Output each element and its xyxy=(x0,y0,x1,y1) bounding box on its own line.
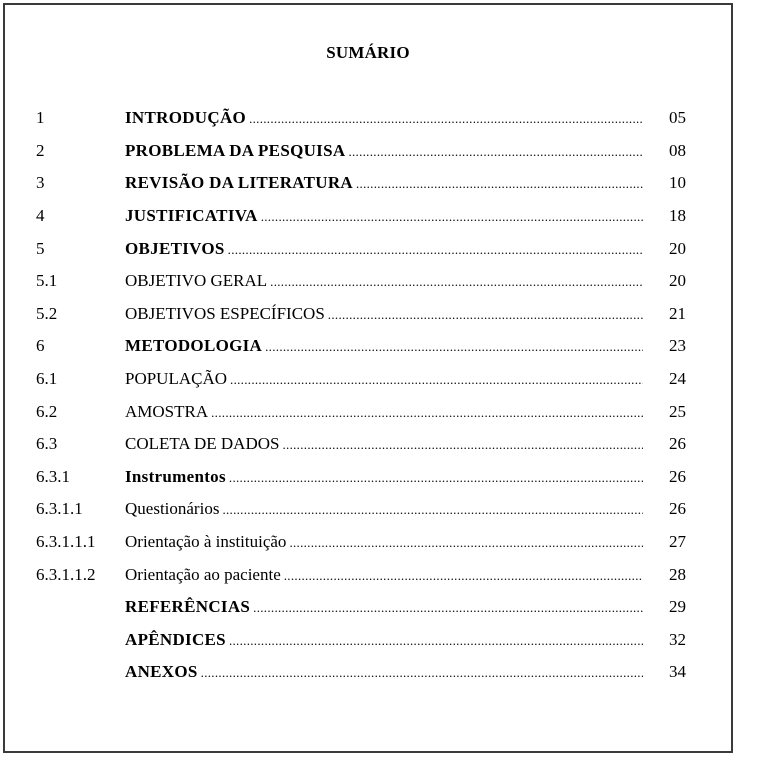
dot-leader xyxy=(289,535,643,551)
toc-entry-number: 2 xyxy=(36,140,45,160)
dot-leader xyxy=(348,144,643,160)
dot-leader xyxy=(230,372,643,388)
toc-entry xyxy=(36,265,686,298)
dot-leader xyxy=(356,176,643,192)
toc-entry-label: PROBLEMA DA PESQUISA xyxy=(125,140,346,160)
toc-entry-number: 5.1 xyxy=(36,271,58,291)
toc-entry-title-line xyxy=(125,141,643,161)
dot-leader xyxy=(261,209,643,225)
toc-entry xyxy=(36,624,686,657)
toc-entry-label: OBJETIVO GERAL xyxy=(125,271,268,291)
toc-entry-label: COLETA DE DADOS xyxy=(125,434,280,454)
toc-entry-title-line xyxy=(125,108,643,128)
toc-entry xyxy=(36,591,686,624)
dot-leader xyxy=(211,405,643,421)
toc-entry-page: 27 xyxy=(669,532,686,552)
toc-entry-page: 08 xyxy=(669,140,686,160)
dot-leader xyxy=(328,307,643,323)
dot-leader xyxy=(270,274,643,290)
toc-entry-title-line xyxy=(125,597,643,617)
toc-entry-number: 6.3.1.1 xyxy=(36,499,83,519)
dot-leader xyxy=(229,633,643,649)
toc-entry xyxy=(36,461,686,494)
toc-entry-label: METODOLOGIA xyxy=(125,336,263,356)
page-title: SUMÁRIO xyxy=(326,43,410,62)
toc-entry-number: 6.2 xyxy=(36,401,58,421)
toc-entry-label: Questionários xyxy=(125,499,220,519)
toc-entry xyxy=(36,102,686,135)
toc-entry-label: JUSTIFICATIVA xyxy=(125,206,258,226)
toc-entry-label: Orientação à instituição xyxy=(125,532,287,552)
toc-entry xyxy=(36,167,686,200)
toc-entry-title-line xyxy=(125,369,643,389)
toc-entry-page: 10 xyxy=(669,173,686,193)
toc-entry xyxy=(36,135,686,168)
toc-entry-number: 6.3.1.1.2 xyxy=(36,564,96,584)
toc-entry-page: 25 xyxy=(669,401,686,421)
toc-entry-title-line xyxy=(125,402,643,422)
toc-entry-page: 34 xyxy=(669,662,686,682)
dot-leader xyxy=(284,568,643,584)
toc-entry-number: 6.3.1.1.1 xyxy=(36,532,96,552)
toc-entry-number: 4 xyxy=(36,206,45,226)
toc-entry-page: 21 xyxy=(669,303,686,323)
toc-entry-page: 28 xyxy=(669,564,686,584)
dot-leader xyxy=(265,339,643,355)
dot-leader xyxy=(253,600,643,616)
toc-entry-number: 6.3 xyxy=(36,434,58,454)
toc-entry-label: ANEXOS xyxy=(125,662,198,682)
toc-entry-title-line xyxy=(125,532,643,552)
toc-entry-number: 6 xyxy=(36,336,45,356)
toc-entry-number: 5 xyxy=(36,238,45,258)
toc-entry-label: Orientação ao paciente xyxy=(125,564,281,584)
toc-entry-page: 29 xyxy=(669,597,686,617)
toc-entry-title-line xyxy=(125,304,643,324)
toc-entry-label: AMOSTRA xyxy=(125,401,209,421)
toc-entry-title-line xyxy=(125,467,643,487)
toc-entry xyxy=(36,298,686,331)
toc-entry-number: 6.3.1 xyxy=(36,466,70,486)
toc-entry-page: 18 xyxy=(669,206,686,226)
document-page xyxy=(3,3,733,753)
toc-entry-page: 20 xyxy=(669,238,686,258)
toc-entry xyxy=(36,656,686,689)
toc-entry-title-line xyxy=(125,206,643,226)
toc-entry-number: 3 xyxy=(36,173,45,193)
dot-leader xyxy=(201,665,643,681)
toc-entry xyxy=(36,428,686,461)
toc-entry-page: 20 xyxy=(669,271,686,291)
toc-entry-page: 32 xyxy=(669,629,686,649)
table-of-contents xyxy=(36,102,686,689)
toc-entry-label: POPULAÇÃO xyxy=(125,369,228,389)
toc-entry-label: OBJETIVOS xyxy=(125,238,225,258)
toc-entry-label: REFERÊNCIAS xyxy=(125,597,251,617)
toc-entry xyxy=(36,493,686,526)
toc-entry-label: OBJETIVOS ESPECÍFICOS xyxy=(125,303,325,323)
toc-entry-number: 1 xyxy=(36,108,45,128)
toc-entry-title-line xyxy=(125,434,643,454)
dot-leader xyxy=(229,470,643,486)
toc-entry-label: Instrumentos xyxy=(125,466,226,486)
toc-entry-label: INTRODUÇÃO xyxy=(125,108,247,128)
dot-leader xyxy=(228,242,643,258)
toc-entry-page: 23 xyxy=(669,336,686,356)
toc-entry-page: 26 xyxy=(669,499,686,519)
toc-entry-title-line xyxy=(125,630,643,650)
toc-entry xyxy=(36,363,686,396)
toc-entry-title-line xyxy=(125,662,643,682)
toc-entry xyxy=(36,330,686,363)
toc-entry-page: 26 xyxy=(669,466,686,486)
toc-entry-page: 24 xyxy=(669,369,686,389)
toc-entry xyxy=(36,526,686,559)
toc-entry-number: 5.2 xyxy=(36,303,58,323)
dot-leader xyxy=(222,502,643,518)
toc-entry-title-line xyxy=(125,173,643,193)
toc-entry-title-line xyxy=(125,499,643,519)
toc-entry-page: 26 xyxy=(669,434,686,454)
toc-entry-title-line xyxy=(125,271,643,291)
dot-leader xyxy=(249,111,643,127)
toc-entry-title-line xyxy=(125,565,643,585)
toc-entry-label: APÊNDICES xyxy=(125,629,226,649)
toc-entry xyxy=(36,558,686,591)
toc-entry xyxy=(36,395,686,428)
toc-entry-label: REVISÃO DA LITERATURA xyxy=(125,173,353,193)
toc-entry-number: 6.1 xyxy=(36,369,58,389)
dot-leader xyxy=(282,437,643,453)
toc-entry-title-line xyxy=(125,336,643,356)
toc-entry xyxy=(36,232,686,265)
toc-entry-title-line xyxy=(125,239,643,259)
toc-entry xyxy=(36,200,686,233)
toc-entry-page: 05 xyxy=(669,108,686,128)
